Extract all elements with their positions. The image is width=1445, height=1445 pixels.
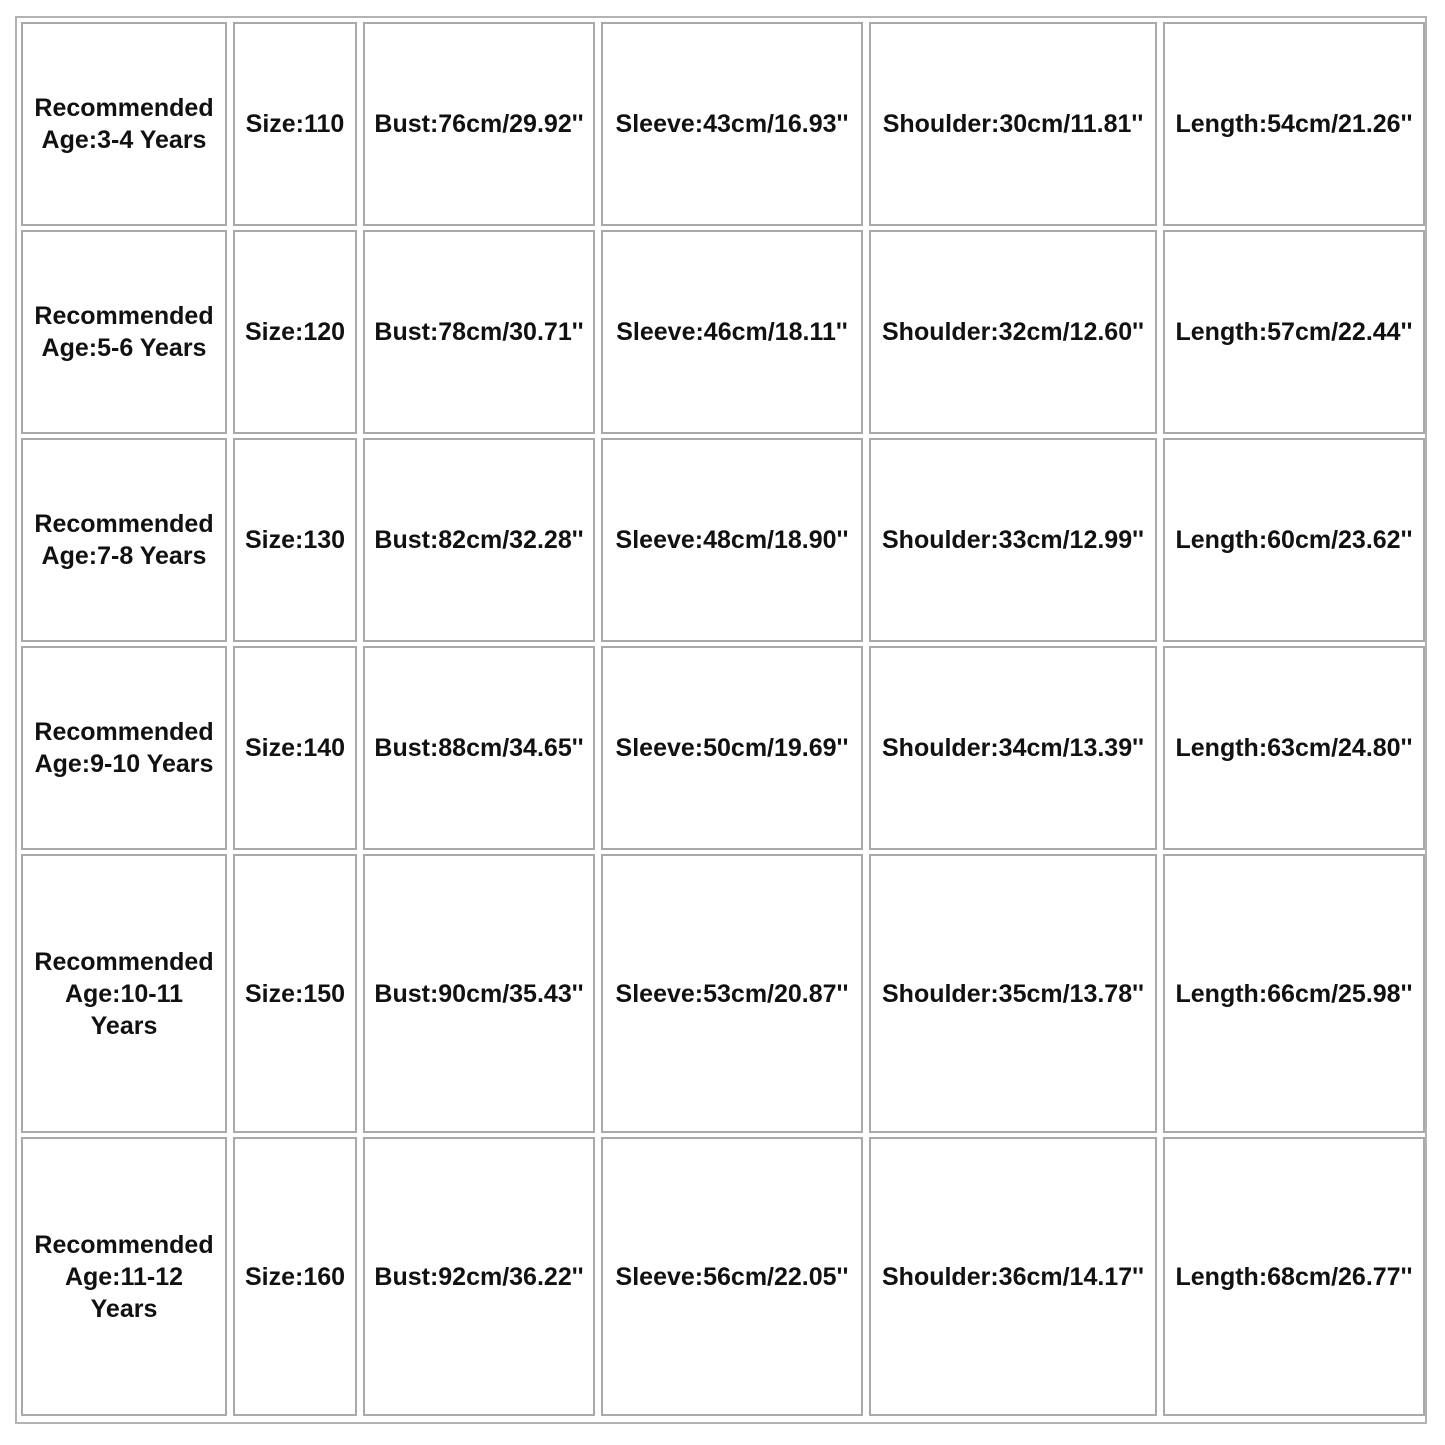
size-cell: Size:160	[233, 1137, 357, 1416]
length-cell: Length:54cm/21.26''	[1163, 22, 1425, 226]
shoulder-cell: Shoulder:35cm/13.78''	[869, 854, 1157, 1133]
sleeve-cell: Sleeve:53cm/20.87''	[601, 854, 863, 1133]
age-cell: Recommended Age:11-12 Years	[21, 1137, 227, 1416]
age-cell: Recommended Age:9-10 Years	[21, 646, 227, 850]
length-cell: Length:63cm/24.80''	[1163, 646, 1425, 850]
age-cell: Recommended Age:10-11 Years	[21, 854, 227, 1133]
sleeve-cell: Sleeve:56cm/22.05''	[601, 1137, 863, 1416]
size-cell: Size:140	[233, 646, 357, 850]
size-cell: Size:120	[233, 230, 357, 434]
size-cell: Size:110	[233, 22, 357, 226]
length-cell: Length:68cm/26.77''	[1163, 1137, 1425, 1416]
sleeve-cell: Sleeve:43cm/16.93''	[601, 22, 863, 226]
shoulder-cell: Shoulder:34cm/13.39''	[869, 646, 1157, 850]
age-cell: Recommended Age:3-4 Years	[21, 22, 227, 226]
sleeve-cell: Sleeve:46cm/18.11''	[601, 230, 863, 434]
bust-cell: Bust:88cm/34.65''	[363, 646, 595, 850]
bust-cell: Bust:92cm/36.22''	[363, 1137, 595, 1416]
bust-cell: Bust:78cm/30.71''	[363, 230, 595, 434]
size-cell: Size:150	[233, 854, 357, 1133]
shoulder-cell: Shoulder:32cm/12.60''	[869, 230, 1157, 434]
size-chart-table	[15, 16, 1427, 1424]
length-cell: Length:60cm/23.62''	[1163, 438, 1425, 642]
bust-cell: Bust:82cm/32.28''	[363, 438, 595, 642]
size-cell: Size:130	[233, 438, 357, 642]
age-cell: Recommended Age:5-6 Years	[21, 230, 227, 434]
length-cell: Length:66cm/25.98''	[1163, 854, 1425, 1133]
bust-cell: Bust:76cm/29.92''	[363, 22, 595, 226]
shoulder-cell: Shoulder:36cm/14.17''	[869, 1137, 1157, 1416]
age-cell: Recommended Age:7-8 Years	[21, 438, 227, 642]
shoulder-cell: Shoulder:30cm/11.81''	[869, 22, 1157, 226]
bust-cell: Bust:90cm/35.43''	[363, 854, 595, 1133]
sleeve-cell: Sleeve:48cm/18.90''	[601, 438, 863, 642]
sleeve-cell: Sleeve:50cm/19.69''	[601, 646, 863, 850]
length-cell: Length:57cm/22.44''	[1163, 230, 1425, 434]
shoulder-cell: Shoulder:33cm/12.99''	[869, 438, 1157, 642]
